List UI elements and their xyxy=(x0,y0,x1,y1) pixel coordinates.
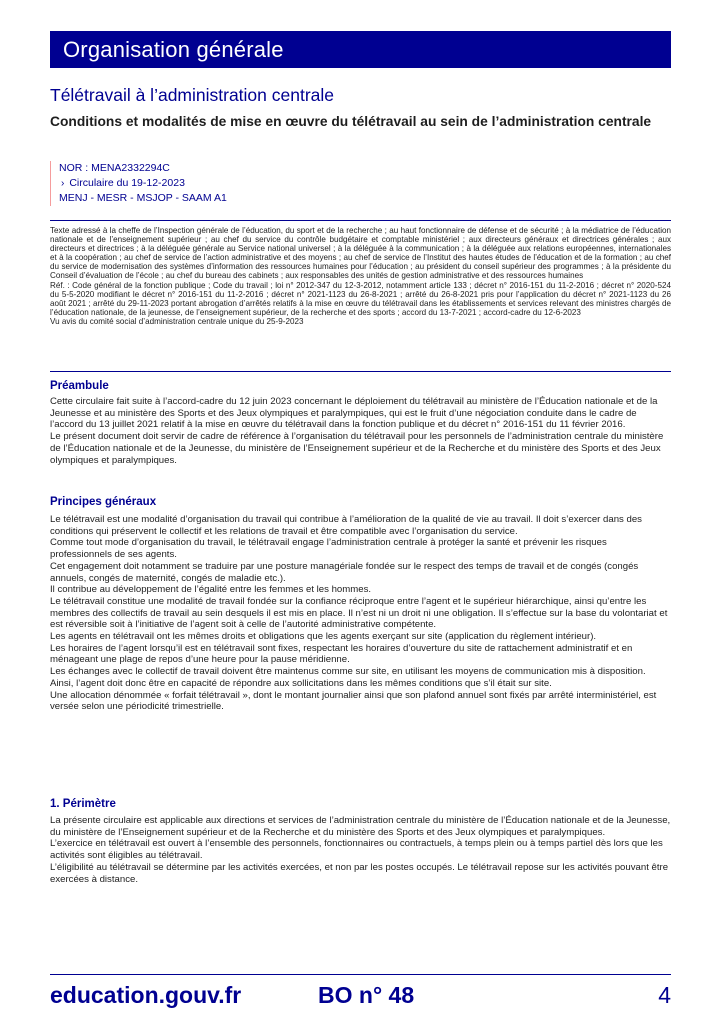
nor-reference: NOR : MENA2332294C xyxy=(59,162,170,174)
section-title-perimetre: 1. Périmètre xyxy=(50,798,116,810)
footer-page-number: 4 xyxy=(658,982,671,1008)
paragraph: Une allocation dénommée « forfait télétravail », dont le montant journalier ainsi que son plafond annuel sont fixés par arrêté interministériel, est versée selon une périodicité trimestrielle. xyxy=(50,689,657,713)
paragraph: L’exercice en télétravail est ouvert à l’ensemble des personnels, fonctionnaires ou contractuels, à temps plein ou à temps partiel dès lors que les activités sont éligibles au télétravail. xyxy=(50,838,663,862)
preambule-body xyxy=(50,396,671,466)
paragraph: Les horaires de l’agent lorsqu’il est en télétravail sont fixes, respectant les horaires d’ouverture du site de rattachement administratif et en ménageant une plage de repos d’une heure pour la pause méridienne. xyxy=(50,642,633,666)
middle-divider xyxy=(50,371,671,372)
section-title-preambule: Préambule xyxy=(50,380,109,392)
perimetre-body xyxy=(50,815,671,885)
ministries-reference: MENJ - MESR - MSJOP - SAAM A1 xyxy=(59,192,227,204)
paragraph: Les échanges avec le collectif de travail doivent être maintenus comme sur site, en utilisant les moyens de communication mis à disposition. Ainsi, l’agent doit donc être en capacité de répondre aux sollicitations dans les mêmes conditions que s’il était sur site. xyxy=(50,666,646,689)
references-text: Réf. : Code général de la fonction publique ; Code du travail ; loi n° 2012-347 du 12-3-2012, notamment article 133 ; décret n° 2016-151 du 11-2-2016 ; décret n° 2020-524 du 5-5-2020 modifiant le décret n° 2016-151 du 11-2-2016 ; décret n° 2021-1123 du 26-8-2021 ; arrêté du 26-8-2021 pris pour l’application du décret n° 2021-1123 du 26 août 2021 ; arrêté du 29-11-2023 portant abrogation d’arrêtés relatifs à la mise en œuvre du télétravail dans les établissements et services relevant des ministres chargés de l’éducation nationale, de la jeunesse, de l’enseignement supérieur, de la recherche et des sports ; accord du 13-7-2021 ; accord-cadre du 12-6-2023 xyxy=(50,280,671,317)
paragraph: Le présent document doit servir de cadre de référence à l’organisation du télétravail pour les personnels de l’administration centrale du ministère de l’Éducation nationale et de la Jeunesse, du ministère de l’Enseignement supérieur et de la Recherche et du ministère des Sports et des Jeux olympiques et paralympiques. xyxy=(50,431,664,466)
section-title-principes: Principes généraux xyxy=(50,496,157,508)
paragraph: La présente circulaire est applicable aux directions et services de l’administration centrale du ministère de l’Éducation nationale et de la Jeunesse, du ministère de l’Enseignement supérieur et de la Recherche et du ministère des Sports et des Jeux olympiques et paralympiques. xyxy=(50,815,671,838)
paragraph: Cette circulaire fait suite à l’accord-cadre du 12 juin 2023 concernant le déploiement du télétravail au ministère de l’Éducation nationale et de la Jeunesse et au ministère des Sports et des Jeux olympiques et paralympiques, qui est le fruit d’une négociation conduite dans le cadre de l’accord du 13 juillet 2021 relatif à la mise en œuvre du télétravail dans la fonction publique et du décret n° 2016-151 du 11 février 2016. xyxy=(50,396,658,431)
top-divider xyxy=(50,220,671,221)
addressees-text: Texte adressé à la cheffe de l’Inspection générale de l’éducation, du sport et de la recherche ; au haut fonctionnaire de défense et de sécurité ; à la médiatrice de l’éducation nationale et de l’enseignement supérieur ; au chef du service du contrôle budgétaire et comptable ministériel ; aux directeurs généraux et directrices générales ; aux directeurs et directrices ; à la déléguée générale au Service national universel ; à la déléguée à la communication ; à la déléguée aux relations européennes, internationales et à la coopération ; au chef de service de l’action administrative et des moyens ; au chef de service de l’Institut des hautes études de l’éducation et de la formation ; au chef du service de modernisation des systèmes d’information des ressources humaines pour l’éducation ; au président du conseil supérieur des programmes ; à la présidente du Conseil d’évaluation de l’école ; au chef du bureau des cabinets ; aux responsables des unités de gestion administrative et des ressources humaines xyxy=(50,226,671,281)
page-heading: Télétravail à l’administration centrale xyxy=(50,85,335,105)
circulaire-link[interactable] xyxy=(59,176,359,191)
chevron-right-icon: › xyxy=(61,178,65,189)
paragraph: L’éligibilité au télétravail se détermine par les activités exercées, et non par les postes occupés. Le télétravail repose sur les activités pouvant être exercées à distance. xyxy=(50,861,669,885)
paragraph: Le télétravail constitue une modalité de travail fondée sur la confiance réciproque entre l’agent et le supérieur hiérarchique, ainsi qu’entre les membres des collectifs de travail au sein desquels il est mis en place. Il n’est ni un droit ni une obligation. Il s’effectue sur la base du volontariat et est réversible soit à l’initiative de l’agent soit à celle de l’autorité administrative compétente. xyxy=(50,595,668,631)
addressees-block xyxy=(50,226,671,326)
paragraph: Le télétravail est une modalité d’organisation du travail qui contribue à l’amélioration de la qualité de vie au travail. Il doit s’exercer dans des conditions qui préservent le collectif et les relations de travail et être compatible avec l’organisation du service. xyxy=(50,514,642,537)
principes-body xyxy=(50,514,671,713)
circulaire-label: Circulaire du 19-12-2023 xyxy=(69,177,185,189)
section-banner xyxy=(50,31,671,68)
footer-divider xyxy=(50,974,671,975)
footer-bulletin-number: BO n° 48 xyxy=(318,982,415,1008)
paragraph: Cet engagement doit notamment se traduire par une posture managériale fondée sur le respect des temps de travail et de congés (congés annuels, congés de maternité, congés de maladie etc.). xyxy=(50,560,639,584)
paragraph: Il contribue au développement de l’égalité entre les femmes et les hommes. xyxy=(50,584,372,596)
avis-text: Vu avis du comité social d’administration centrale unique du 25-9-2023 xyxy=(50,316,304,326)
page-subtitle: Conditions et modalités de mise en œuvre du télétravail au sein de l’administration centrale xyxy=(50,114,652,129)
reference-block xyxy=(50,161,359,206)
paragraph: Les agents en télétravail ont les mêmes droits et obligations que les agents exerçant sur site (application du règlement intérieur). xyxy=(50,631,597,643)
footer-site-link[interactable]: education.gouv.fr xyxy=(50,982,242,1008)
banner-title: Organisation générale xyxy=(63,37,284,62)
paragraph: Comme tout mode d’organisation du travail, le télétravail engage l’administration centrale à protéger la santé et prévenir les risques professionnels de ses agents. xyxy=(50,537,607,561)
